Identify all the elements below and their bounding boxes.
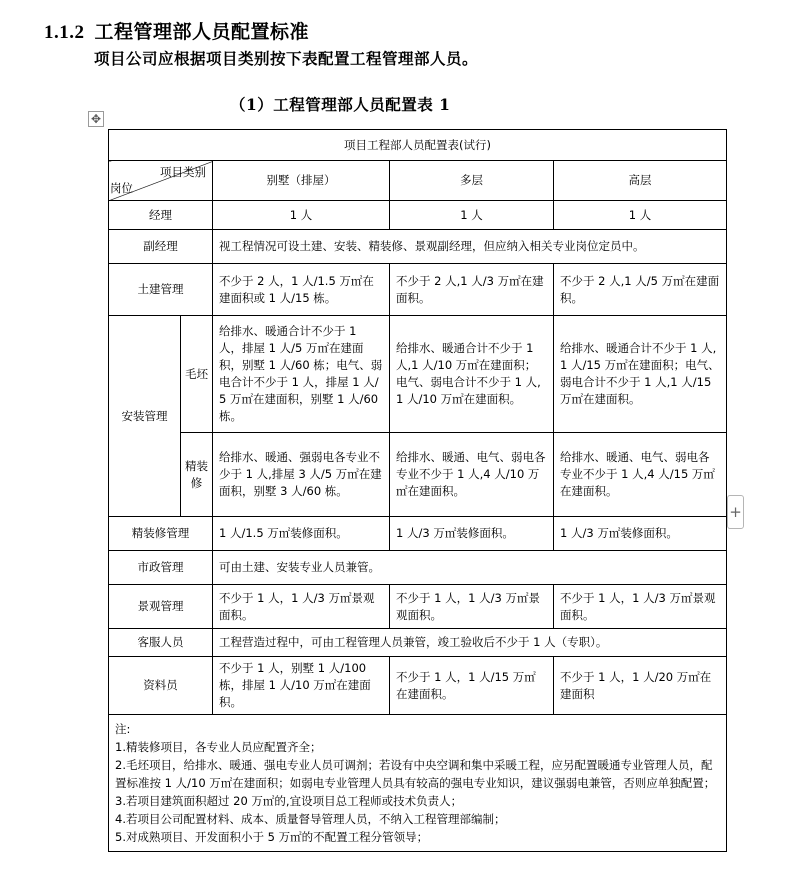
note-item: 3.若项目建筑面积超过 20 万㎡的,宜设项目总工程师或技术负责人； — [115, 794, 463, 808]
row-label: 副经理 — [109, 230, 213, 264]
cell-multi: 不少于 1 人，1 人/15 万㎡在建面积。 — [390, 657, 554, 715]
cell-high: 不少于 1 人，1 人/3 万㎡景观面积。 — [554, 585, 727, 629]
cell-villa: 不少于 1 人，别墅 1 人/100 栋，排屋 1 人/10 万㎡在建面积。 — [213, 657, 390, 715]
table-row — [109, 585, 727, 629]
cell-high: 1 人 — [554, 201, 727, 230]
header-diagonal-cell — [109, 161, 213, 201]
sub-label: 精装修 — [181, 433, 213, 517]
header-villa: 别墅（排屋） — [213, 161, 390, 201]
cell-villa: 不少于 1 人，1 人/3 万㎡景观面积。 — [213, 585, 390, 629]
row-label: 精装修管理 — [109, 517, 213, 551]
cell-villa: 1 人 — [213, 201, 390, 230]
row-label: 安装管理 — [109, 316, 181, 517]
cell-villa: 给排水、暖通合计不少于 1 人，排屋 1 人/5 万㎡在建面积，别墅 1 人/60 栋；电气、弱电合计不少于 1 人，排屋 1 人/5 万㎡在建面积，别墅 1 人/60 栋。 — [213, 316, 390, 433]
row-label: 市政管理 — [109, 551, 213, 585]
plus-icon[interactable]: + — [727, 495, 744, 529]
table-row — [109, 130, 727, 161]
table-row — [109, 551, 727, 585]
header-multi: 多层 — [390, 161, 554, 201]
cell-villa: 不少于 2 人，1 人/1.5 万㎡在建面积或 1 人/15 栋。 — [213, 264, 390, 316]
table-row — [109, 657, 727, 715]
section-title: 工程管理部人员配置标准 — [94, 21, 310, 43]
notes-cell — [109, 715, 727, 852]
table-row — [109, 201, 727, 230]
table-row — [109, 517, 727, 551]
row-label: 经理 — [109, 201, 213, 230]
note-item: 5.对成熟项目、开发面积小于 5 万㎡的不配置工程分管领导； — [115, 830, 429, 844]
row-label: 景观管理 — [109, 585, 213, 629]
note-item: 1.精装修项目，各专业人员应配置齐全； — [115, 740, 322, 754]
section-number: 1.1.2 — [44, 22, 85, 43]
cell-multi: 给排水、暖通合计不少于 1 人,1 人/10 万㎡在建面积；电气、弱电合计不少于 1 人,1 人/10 万㎡在建面积。 — [390, 316, 554, 433]
move-handle-icon[interactable]: ✥ — [88, 111, 104, 127]
table-row — [109, 161, 727, 201]
table-row — [109, 715, 727, 852]
table-row — [109, 264, 727, 316]
cell-multi: 1 人/3 万㎡装修面积。 — [390, 517, 554, 551]
row-label: 土建管理 — [109, 264, 213, 316]
note-item: 2.毛坯项目，给排水、暖通、强电专业人员可调剂；若设有中央空调和集中采暖工程，应另配置暖通专业管理人员，配置标准按 1 人/10 万㎡在建面积；如弱电专业管理人员具有较高的强电专业知识，建议强弱电兼管，否则应单独配置； — [115, 758, 716, 790]
row-label: 资料员 — [109, 657, 213, 715]
cell-merged: 工程营造过程中，可由工程管理人员兼管，竣工验收后不少于 1 人（专职）。 — [213, 629, 727, 657]
cell-villa: 1 人/1.5 万㎡装修面积。 — [213, 517, 390, 551]
cell-high: 1 人/3 万㎡装修面积。 — [554, 517, 727, 551]
cell-multi: 1 人 — [390, 201, 554, 230]
intro-paragraph: 项目公司应根据项目类别按下表配置工程管理部人员。 — [94, 49, 479, 68]
table-row — [109, 316, 727, 433]
section-heading — [44, 17, 309, 44]
sub-label: 毛坯 — [181, 316, 213, 433]
cell-merged: 视工程情况可设土建、安装、精装修、景观副经理，但应纳入相关专业岗位定员中。 — [213, 230, 727, 264]
table-row — [109, 230, 727, 264]
notes-title: 注: — [115, 722, 131, 736]
cell-high: 给排水、暖通、电气、弱电各专业不少于 1 人,4 人/15 万㎡在建面积。 — [554, 433, 727, 517]
cell-high: 给排水、暖通合计不少于 1 人,1 人/15 万㎡在建面积；电气、弱电合计不少于 1 人,1 人/15 万㎡在建面积。 — [554, 316, 727, 433]
table-caption: （1）工程管理部人员配置表 1 — [230, 95, 451, 114]
header-position-label: 岗位 — [110, 181, 133, 195]
cell-multi: 给排水、暖通、电气、弱电各专业不少于 1 人,4 人/10 万㎡在建面积。 — [390, 433, 554, 517]
cell-multi: 不少于 1 人，1 人/3 万㎡景观面积。 — [390, 585, 554, 629]
cell-villa: 给排水、暖通、强弱电各专业不少于 1 人,排屋 3 人/5 万㎡在建面积，别墅 3 人/60 栋。 — [213, 433, 390, 517]
row-label: 客服人员 — [109, 629, 213, 657]
cell-high: 不少于 1 人，1 人/20 万㎡在建面积 — [554, 657, 727, 715]
note-item: 4.若项目公司配置材料、成本、质量督导管理人员，不纳入工程管理部编制； — [115, 812, 506, 826]
header-category-label: 项目类别 — [160, 165, 206, 179]
table-row — [109, 629, 727, 657]
table-row — [109, 433, 727, 517]
cell-multi: 不少于 2 人,1 人/3 万㎡在建面积。 — [390, 264, 554, 316]
cell-high: 不少于 2 人,1 人/5 万㎡在建面积。 — [554, 264, 727, 316]
header-high: 高层 — [554, 161, 727, 201]
table-title: 项目工程部人员配置表(试行) — [109, 130, 727, 161]
cell-merged: 可由土建、安装专业人员兼管。 — [213, 551, 727, 585]
staff-config-table — [108, 129, 727, 852]
